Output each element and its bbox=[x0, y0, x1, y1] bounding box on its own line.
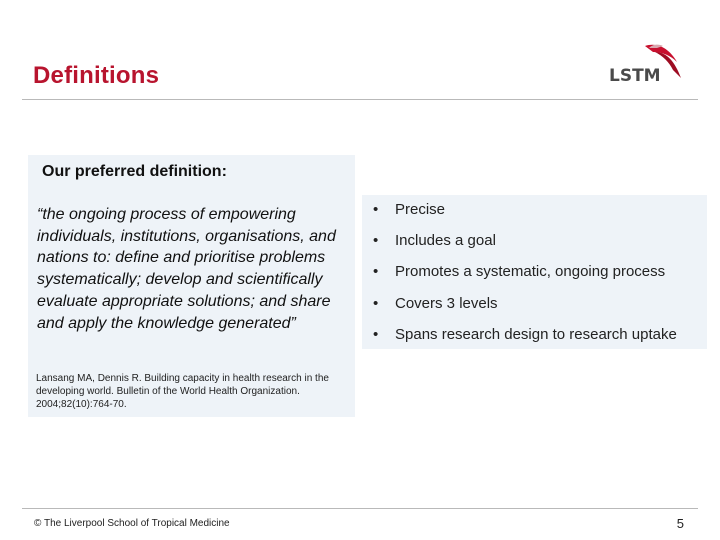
lstm-logo bbox=[606, 40, 688, 92]
definition-heading: Our preferred definition: bbox=[42, 163, 227, 180]
definition-citation: Lansang MA, Dennis R. Building capacity in health research in the developing world. Bulletin of the World Health Organization. 2004;82(10):764-70. bbox=[36, 373, 329, 410]
bullet-icon: • bbox=[373, 325, 379, 343]
feature-label: Includes a goal bbox=[395, 232, 496, 250]
list-item bbox=[362, 324, 707, 355]
logo-text: LSTM bbox=[609, 66, 661, 86]
footer-copyright: © The Liverpool School of Tropical Medicine bbox=[34, 518, 230, 529]
page-number: 5 bbox=[676, 516, 684, 531]
feature-label: Covers 3 levels bbox=[395, 294, 498, 312]
bullet-icon: • bbox=[373, 294, 379, 312]
feature-list bbox=[362, 199, 707, 355]
definition-panel bbox=[28, 155, 355, 417]
list-item bbox=[362, 230, 707, 261]
bullet-icon: • bbox=[373, 232, 379, 250]
definition-quote: “the ongoing process of empowering individuals, institutions, organisations, and nations to: define and prioritise problems systematically; develop and scientifically evaluate appropriate solutions; and share and apply the knowledge generated” bbox=[37, 206, 336, 332]
slide-title: Definitions bbox=[33, 62, 160, 89]
features-panel bbox=[362, 195, 707, 349]
feature-label: Promotes a systematic, ongoing process bbox=[395, 263, 666, 281]
title-divider bbox=[22, 99, 698, 100]
feature-label: Spans research design to research uptake bbox=[395, 325, 677, 343]
footer-divider bbox=[22, 508, 698, 509]
bullet-icon: • bbox=[373, 263, 379, 281]
bullet-icon: • bbox=[373, 201, 379, 218]
list-item bbox=[362, 293, 707, 324]
list-item bbox=[362, 199, 707, 230]
feature-label: Precise bbox=[395, 201, 446, 218]
list-item bbox=[362, 261, 707, 292]
